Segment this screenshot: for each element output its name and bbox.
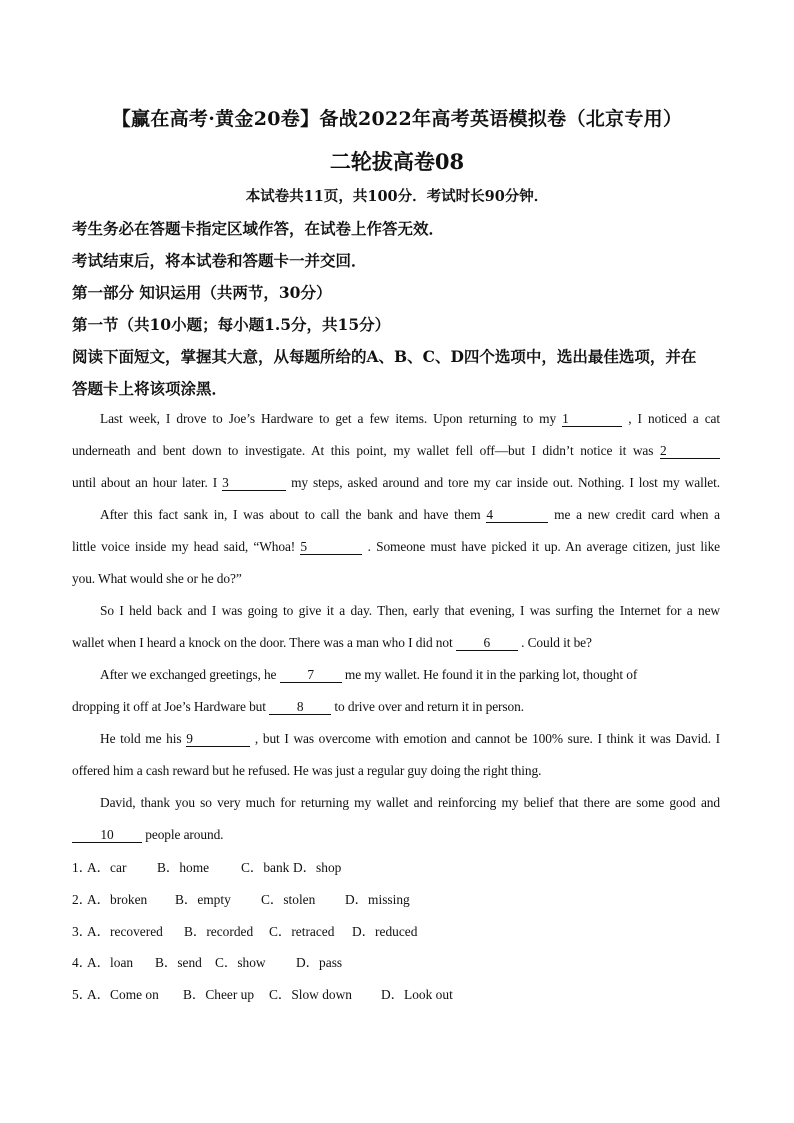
question-number: 3． [72, 924, 93, 939]
passage-text: wallet when I heard a knock on the door. There was a man who I did not [72, 635, 453, 650]
exam-title: 【赢在高考·黄金20卷】备战2022年高考英语模拟卷（北京专用） [111, 108, 683, 130]
passage-line: offered him a cash reward but he refused. He was just a regular guy doing the right thing. [72, 763, 542, 778]
passage-line [72, 635, 720, 651]
passage-text: people around. [145, 827, 224, 842]
passage-line [72, 475, 720, 491]
passage-text: to drive over and return it in person. [334, 699, 524, 714]
blank-7: 7 [280, 668, 342, 683]
passage-line [100, 507, 720, 523]
blank-4: 4 [486, 508, 548, 523]
option-a[interactable]: A．broken [87, 892, 148, 907]
question-number: 2． [72, 892, 93, 907]
passage-text: little voice inside my head said, “Whoa! [72, 539, 296, 554]
directions-line-1: 阅读下面短文，掌握其大意，从每题所给的A、B、C、D四个选项中，选出最佳选项，并在 [72, 347, 697, 366]
option-a[interactable]: A．car [87, 860, 127, 875]
passage-text: underneath and bent down to investigate. At this point, my wallet fell off—but I didn’t notice it was [72, 443, 654, 458]
blank-1: 1 [562, 412, 622, 427]
option-c[interactable]: C．Slow down [269, 987, 352, 1002]
passage-text: . Someone must have picked it up. An average citizen, just like [367, 539, 721, 554]
question-number: 4． [72, 955, 93, 970]
passage-text: After this fact sank in, I was about to call the bank and have them [100, 507, 481, 522]
option-c[interactable]: C．retraced [269, 924, 335, 939]
blank-2: 2 [660, 444, 720, 459]
option-c[interactable]: C．stolen [261, 892, 316, 907]
instruction-1: 考生务必在答题卡指定区域作答，在试卷上作答无效． [72, 219, 445, 238]
passage-line: David, thank you so very much for returning my wallet and reinforcing my belief that there are some good and [100, 795, 720, 810]
blank-9: 9 [186, 732, 250, 747]
passage-line: you. What would she or he do?” [72, 571, 242, 586]
option-d[interactable]: D．shop [293, 860, 342, 875]
option-d[interactable]: D．pass [296, 955, 343, 970]
option-b[interactable]: B．recorded [184, 924, 254, 939]
option-a[interactable]: A．loan [87, 955, 134, 970]
section-heading: 第一部分 知识运用（共两节，30分） [72, 283, 332, 302]
passage-text: me my wallet. He found it in the parking lot, thought of [344, 667, 638, 682]
option-d[interactable]: D．Look out [381, 987, 453, 1002]
blank-6: 6 [456, 636, 518, 651]
passage-line [72, 827, 720, 843]
option-b[interactable]: B．send [155, 955, 202, 970]
passage-text: He told me his [100, 731, 182, 746]
blank-10: 10 [72, 828, 142, 843]
instruction-2: 考试结束后，将本试卷和答题卡一并交回． [72, 251, 367, 270]
passage-text: until about an hour later. I [72, 475, 218, 490]
question-number: 1． [72, 860, 93, 875]
passage-text: my steps, asked around and tore my car inside out. Nothing. I lost my wallet. [291, 475, 721, 490]
option-b[interactable]: B．home [157, 860, 210, 875]
passage-line [72, 699, 720, 715]
passage-line [72, 443, 720, 459]
passage-line [100, 667, 720, 683]
passage-text: Last week, I drove to Joe’s Hardware to get a few items. Upon returning to my [100, 411, 557, 426]
option-a[interactable]: A．recovered [87, 924, 163, 939]
passage-line [100, 411, 720, 427]
question-options-4 [72, 952, 342, 971]
blank-8: 8 [269, 700, 331, 715]
passage-text: , but I was overcome with emotion and cannot be 100% sure. I think it was David. I [254, 731, 721, 746]
passage-text: dropping it off at Joe’s Hardware but [72, 699, 266, 714]
question-options-5 [72, 984, 453, 1003]
option-d[interactable]: D．reduced [352, 924, 418, 939]
passage-text: After we exchanged greetings, he [100, 667, 277, 682]
option-b[interactable]: B．empty [175, 892, 231, 907]
exam-info: 本试卷共11页，共100分．考试时长90分钟． [245, 188, 549, 205]
passage-text: . Could it be? [521, 635, 592, 650]
question-options-2 [72, 889, 410, 908]
option-a[interactable]: A．Come on [87, 987, 159, 1002]
exam-subtitle: 二轮拔高卷08 [329, 149, 465, 174]
option-c[interactable]: C．show [215, 955, 266, 970]
option-b[interactable]: B．Cheer up [183, 987, 255, 1002]
question-options-1 [72, 857, 341, 876]
directions-line-2: 答题卡上将该项涂黑． [72, 379, 228, 398]
passage-text: me a new credit card when a [554, 507, 721, 522]
subsection-heading: 第一节（共10小题；每小题1.5分，共15分） [72, 315, 391, 334]
passage-line [72, 539, 720, 555]
option-c[interactable]: C．bank [241, 860, 290, 875]
passage-text: , I noticed a cat [628, 411, 720, 426]
passage-line [100, 731, 720, 747]
question-number: 5． [72, 987, 93, 1002]
question-options-3 [72, 921, 417, 940]
blank-3: 3 [222, 476, 286, 491]
option-d[interactable]: D．missing [345, 892, 410, 907]
blank-5: 5 [300, 540, 362, 555]
passage-line: So I held back and I was going to give it a day. Then, early that evening, I was surfing the Internet for a new [100, 603, 720, 618]
